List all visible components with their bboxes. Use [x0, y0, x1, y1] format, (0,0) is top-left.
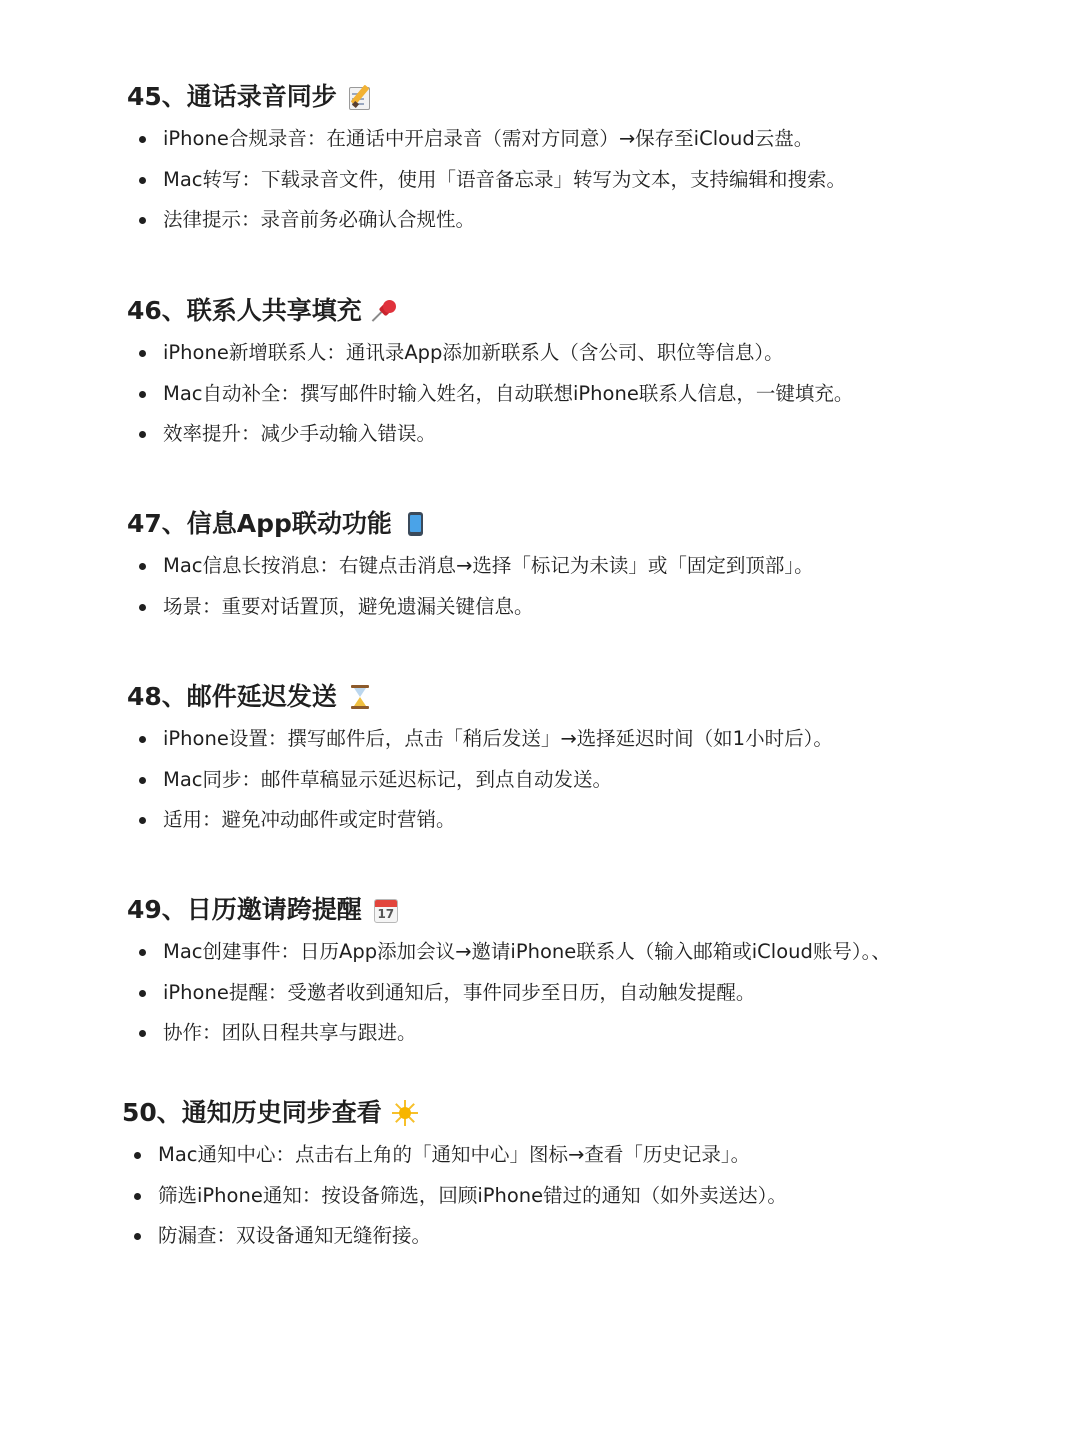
section-title-text: 47、信息App联动功能: [127, 509, 392, 538]
bullet-dot: [134, 1152, 141, 1159]
section-50: [0, 1095, 1000, 1257]
pushpin-icon: [372, 298, 398, 324]
bullet-text: Mac创建事件：日历App添加会议→邀请iPhone联系人（输入邮箱或iCloud账号）。、: [163, 940, 891, 963]
list-item: [0, 932, 1000, 973]
bullet-text: Mac自动补全：撰写邮件时输入姓名，自动联想iPhone联系人信息，一键填充。: [163, 381, 854, 405]
bullet-dot: [139, 217, 146, 224]
bullet-text: Mac信息长按消息：右键点击消息→选择「标记为未读」或「固定到顶部」。: [163, 554, 814, 577]
bullet-dot: [139, 177, 146, 184]
hourglass-icon: [347, 684, 373, 710]
list-item: [0, 160, 1000, 201]
calendar-icon-date: 17: [377, 907, 395, 921]
list-item: [0, 587, 1000, 628]
section-title: [127, 506, 1000, 542]
section-title: [122, 1095, 1000, 1131]
list-item: [0, 119, 1000, 160]
bullet-text: 筛选iPhone通知：按设备筛选，回顾iPhone错过的通知（如外卖送达）。: [158, 1183, 787, 1207]
sun-icon: [392, 1100, 418, 1126]
bullet-text: Mac同步：邮件草稿显示延迟标记，到点自动发送。: [163, 767, 612, 791]
section-title-text: 46、联系人共享填充: [127, 296, 362, 325]
bullet-text: 场景：重要对话置顶，避免遗漏关键信息。: [163, 594, 534, 618]
bullet-dot: [139, 990, 146, 997]
list-item: [0, 333, 1000, 374]
memo-icon: [347, 84, 373, 110]
bullet-text: 适用：避免冲动邮件或定时营销。: [163, 808, 456, 831]
bullet-text: Mac通知中心：点击右上角的「通知中心」图标→查看「历史记录」。: [158, 1143, 751, 1166]
bullet-dot: [139, 431, 146, 438]
bullet-dot: [134, 1193, 141, 1200]
bullet-list: [0, 119, 1000, 241]
bullet-dot: [139, 604, 146, 611]
list-item: [0, 800, 1000, 841]
section-title: [127, 293, 1000, 329]
list-item: [0, 374, 1000, 415]
bullet-text: 效率提升：减少手动输入错误。: [163, 422, 437, 445]
bullet-list: [0, 1135, 1000, 1257]
bullet-text: Mac转写：下载录音文件，使用「语音备忘录」转写为文本，支持编辑和搜索。: [163, 167, 846, 191]
bullet-text: 防漏查：双设备通知无缝衔接。: [158, 1224, 432, 1247]
bullet-dot: [139, 391, 146, 398]
list-item: [0, 200, 1000, 241]
bullet-dot: [139, 1030, 146, 1037]
section-45: [0, 79, 1000, 241]
bullet-list: [0, 932, 1000, 1054]
bullet-dot: [139, 817, 146, 824]
bullet-text: 协作：团队日程共享与跟进。: [163, 1021, 417, 1044]
bullet-dot: [139, 136, 146, 143]
section-title-text: 48、邮件延迟发送: [127, 682, 337, 711]
section-title-text: 50、通知历史同步查看: [122, 1098, 382, 1127]
list-item: [0, 1135, 1000, 1176]
bullet-text: iPhone提醒：受邀者收到通知后，事件同步至日历，自动触发提醒。: [163, 980, 756, 1004]
bullet-list: [0, 546, 1000, 627]
bullet-dot: [139, 736, 146, 743]
section-46: [0, 293, 1000, 455]
list-item: [0, 1216, 1000, 1257]
bullet-text: 法律提示：录音前务必确认合规性。: [163, 208, 476, 231]
bullet-text: iPhone合规录音：在通话中开启录音（需对方同意）→保存至iCloud云盘。: [163, 127, 814, 150]
bullet-list: [0, 333, 1000, 455]
mobile-phone-icon: [402, 511, 428, 537]
list-item: [0, 719, 1000, 760]
section-49: [0, 892, 1000, 1054]
section-title-text: 45、通话录音同步: [127, 82, 337, 111]
list-item: [0, 414, 1000, 455]
bullet-list: [0, 719, 1000, 841]
list-item: [0, 1176, 1000, 1217]
section-title: [127, 79, 1000, 115]
section-48: [0, 679, 1000, 841]
bullet-text: iPhone设置：撰写邮件后，点击「稍后发送」→选择延迟时间（如1小时后）。: [163, 727, 833, 750]
list-item: [0, 546, 1000, 587]
section-title: [127, 892, 1000, 928]
bullet-dot: [139, 350, 146, 357]
section-title-text: 49、日历邀请跨提醒: [127, 895, 362, 924]
list-item: [0, 973, 1000, 1014]
section-47: [0, 506, 1000, 627]
section-title: [127, 679, 1000, 715]
calendar-icon: [372, 897, 398, 923]
bullet-text: iPhone新增联系人：通讯录App添加新联系人（含公司、职位等信息）。: [163, 341, 784, 364]
list-item: [0, 760, 1000, 801]
bullet-dot: [139, 949, 146, 956]
bullet-dot: [134, 1233, 141, 1240]
bullet-dot: [139, 563, 146, 570]
list-item: [0, 1013, 1000, 1054]
bullet-dot: [139, 777, 146, 784]
